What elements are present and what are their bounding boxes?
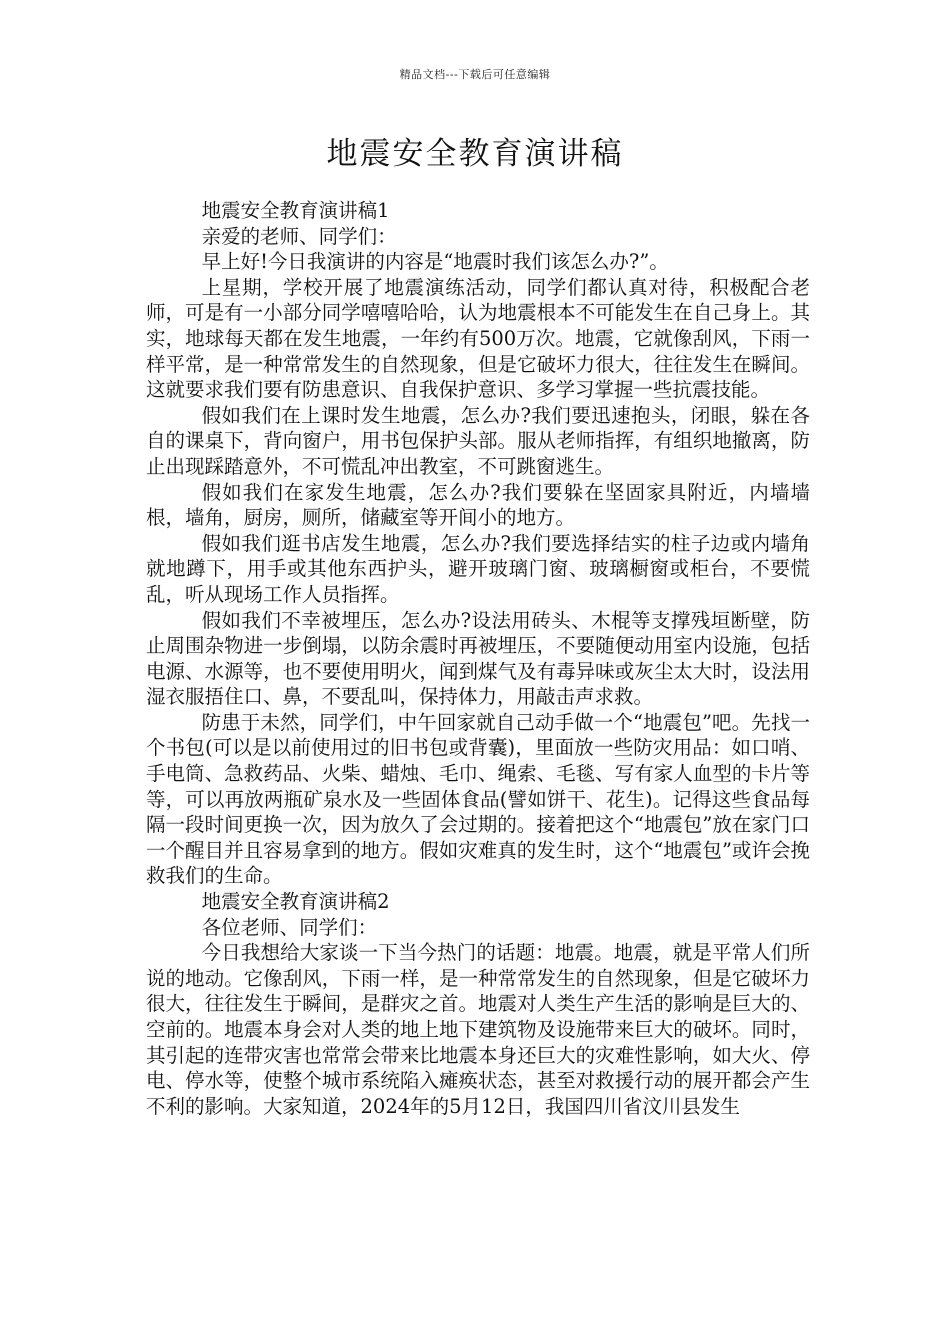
paragraph: 假如我们不幸被埋压，怎么办?设法用砖头、木棍等支撑残垣断壁，防止周围杂物进一步倒塌，以防余震时再被埋压，不要随便动用室内设施，包括电源、水源等，也不要使用明火，闻到煤气及有毒异味或灰尘太大时，设法用湿衣服捂住口、鼻，不要乱叫，保持体力，用敲击声求救。 — [146, 608, 810, 709]
speech-1-heading: 地震安全教育演讲稿1 — [201, 199, 390, 222]
paragraph: 假如我们逛书店发生地震，怎么办?我们要选择结实的柱子边或内墙角就地蹲下，用手或其他东西护头，避开玻璃门窗、玻璃橱窗或柜台，不要慌乱，听从现场工作人员指挥。 — [146, 531, 810, 606]
speech-2-salutation: 各位老师、同学们： — [201, 915, 378, 939]
speech-2-heading: 地震安全教育演讲稿2 — [201, 890, 390, 914]
paragraph: 假如我们在家发生地震，怎么办?我们要躲在坚固家具附近，内墙墙根，墙角，厨房，厕所，储藏室等开间小的地方。 — [146, 480, 810, 530]
header-note: 精品文档---下载后可任意编辑 — [399, 68, 551, 81]
paragraph: 上星期，学校开展了地震演练活动，同学们都认真对待，积极配合老师，可是有一小部分同学嘻嘻哈哈，认为地震根本不可能发生在自己身上。其实，地球每天都在发生地震，一年约有500万次。地震，它就像刮风，下雨一样平常，是一种常常发生的自然现象，但是它破坏力很大，往往发生在瞬间。这就要求我们要有防患意识、自我保护意识、多学习掌握一些抗震技能。 — [146, 275, 810, 402]
paragraph: 早上好!今日我演讲的内容是“地震时我们该怎么办?”。 — [201, 250, 669, 274]
document-title: 地震安全教育演讲稿 — [326, 136, 624, 172]
paragraph: 假如我们在上课时发生地震，怎么办?我们要迅速抱头，闭眼，躲在各自的课桌下，背向窗户，用书包保护头部。服从老师指挥，有组织地撤离，防止出现踩踏意外，不可慌乱冲出教室，不可跳窗逃生。 — [146, 403, 810, 478]
speech-1-salutation: 亲爱的老师、同学们： — [201, 224, 397, 248]
paragraph: 防患于未然，同学们，中午回家就自己动手做一个“地震包”吧。先找一个书包(可以是以前使用过的旧书包或背囊)，里面放一些防灾用品：如口哨、手电筒、急救药品、火柴、蜡烛、毛巾、绳索、毛毯、写有家人血型的卡片等等，可以再放两瓶矿泉水及一些固体食品(譬如饼干、花生)。记得这些食品每隔一段时间更换一次，因为放久了会过期的。接着把这个“地震包”放在家门口一个醒目并且容易拿到的地方。假如灾难真的发生时，这个“地震包”或许会挽救我们的生命。 — [146, 710, 810, 888]
document-body — [146, 198, 810, 1119]
paragraph: 今日我想给大家谈一下当今热门的话题：地震。地震，就是平常人们所说的地动。它像刮风，下雨一样，是一种常常发生的自然现象，但是它破坏力很大，往往发生于瞬间，是群灾之首。地震对人类生产生活的影响是巨大的、空前的。地震本身会对人类的地上地下建筑物及设施带来巨大的破坏。同时，其引起的连带灾害也常常会带来比地震本身还巨大的灾难性影响，如大火、停电、停水等，使整个城市系统陷入瘫痪状态，甚至对救援行动的展开都会产生不利的影响。大家知道，2024年的5月12日，我国四川省汶川县发生 — [146, 941, 810, 1118]
